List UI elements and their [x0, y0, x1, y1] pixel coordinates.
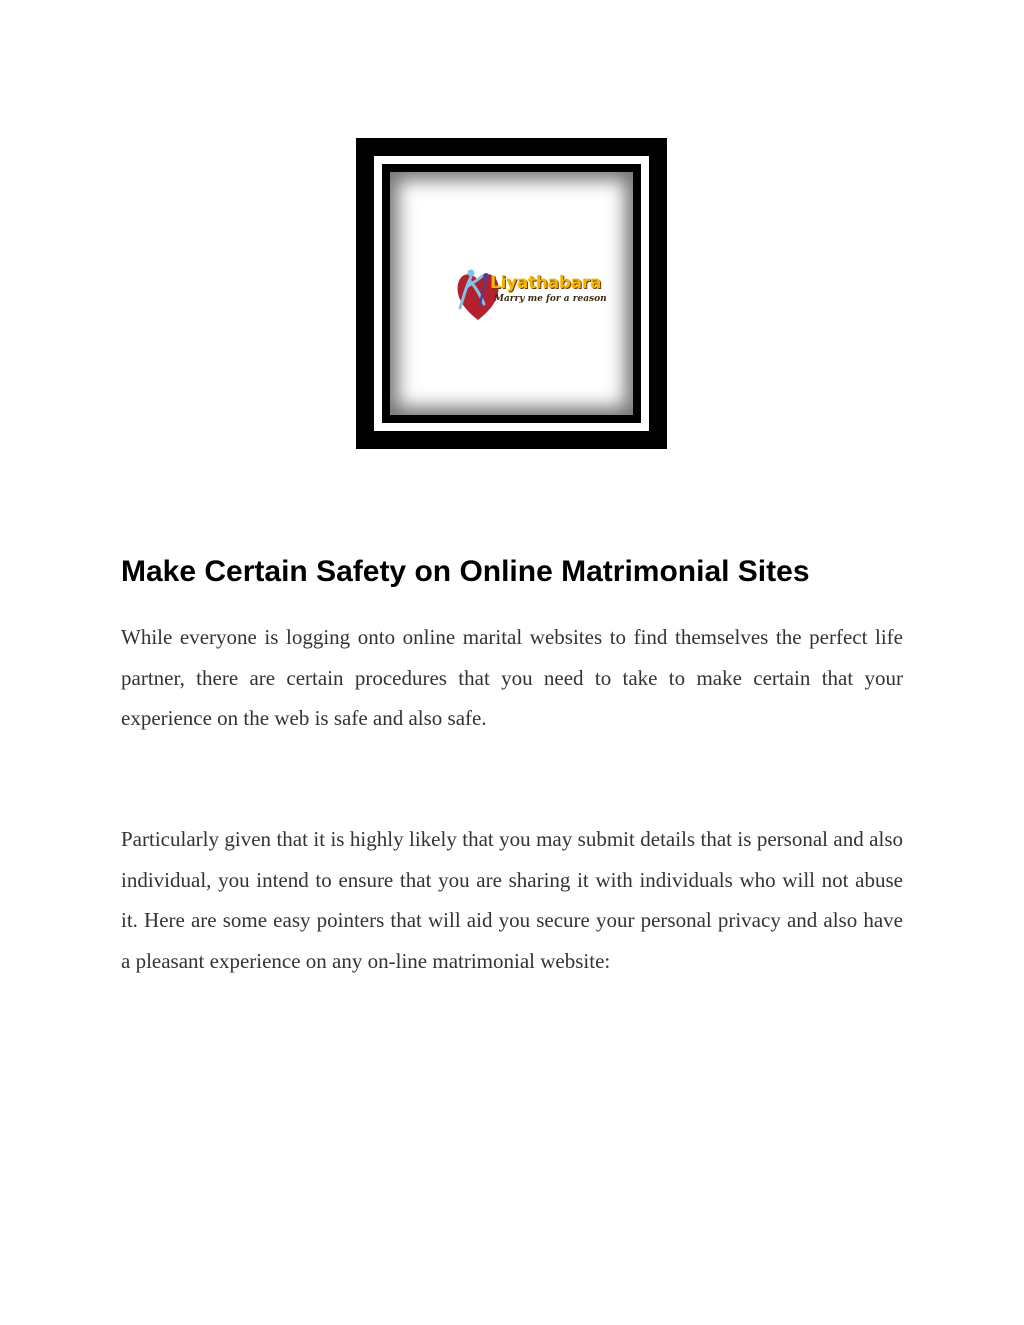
- logo-tagline: Marry me for a reason: [494, 294, 607, 304]
- article-paragraph: Particularly given that it is highly likely that you may submit details that is personal and also individual, you intend to ensure that you are sharing it with individuals who will not abuse it. Here are some easy pointers that will aid you secure your personal privacy and also have a pleasant experience on any on-line matrimonial website:: [121, 827, 903, 973]
- frame-white-ring: [374, 156, 649, 431]
- article-paragraph: While everyone is logging onto online marital websites to find themselves the perfect life partner, there are certain procedures that you need to take to make certain that your experience on the web is safe and also safe.: [121, 625, 903, 730]
- frame-inner-border: [382, 164, 641, 423]
- article-title: Make Certain Safety on Online Matrimonial Sites: [121, 555, 810, 588]
- brand-logo: [454, 264, 607, 326]
- logo-image-frame: [356, 138, 667, 449]
- logo-canvas: [390, 172, 633, 415]
- logo-wordmark: Liyathabara: [490, 273, 602, 293]
